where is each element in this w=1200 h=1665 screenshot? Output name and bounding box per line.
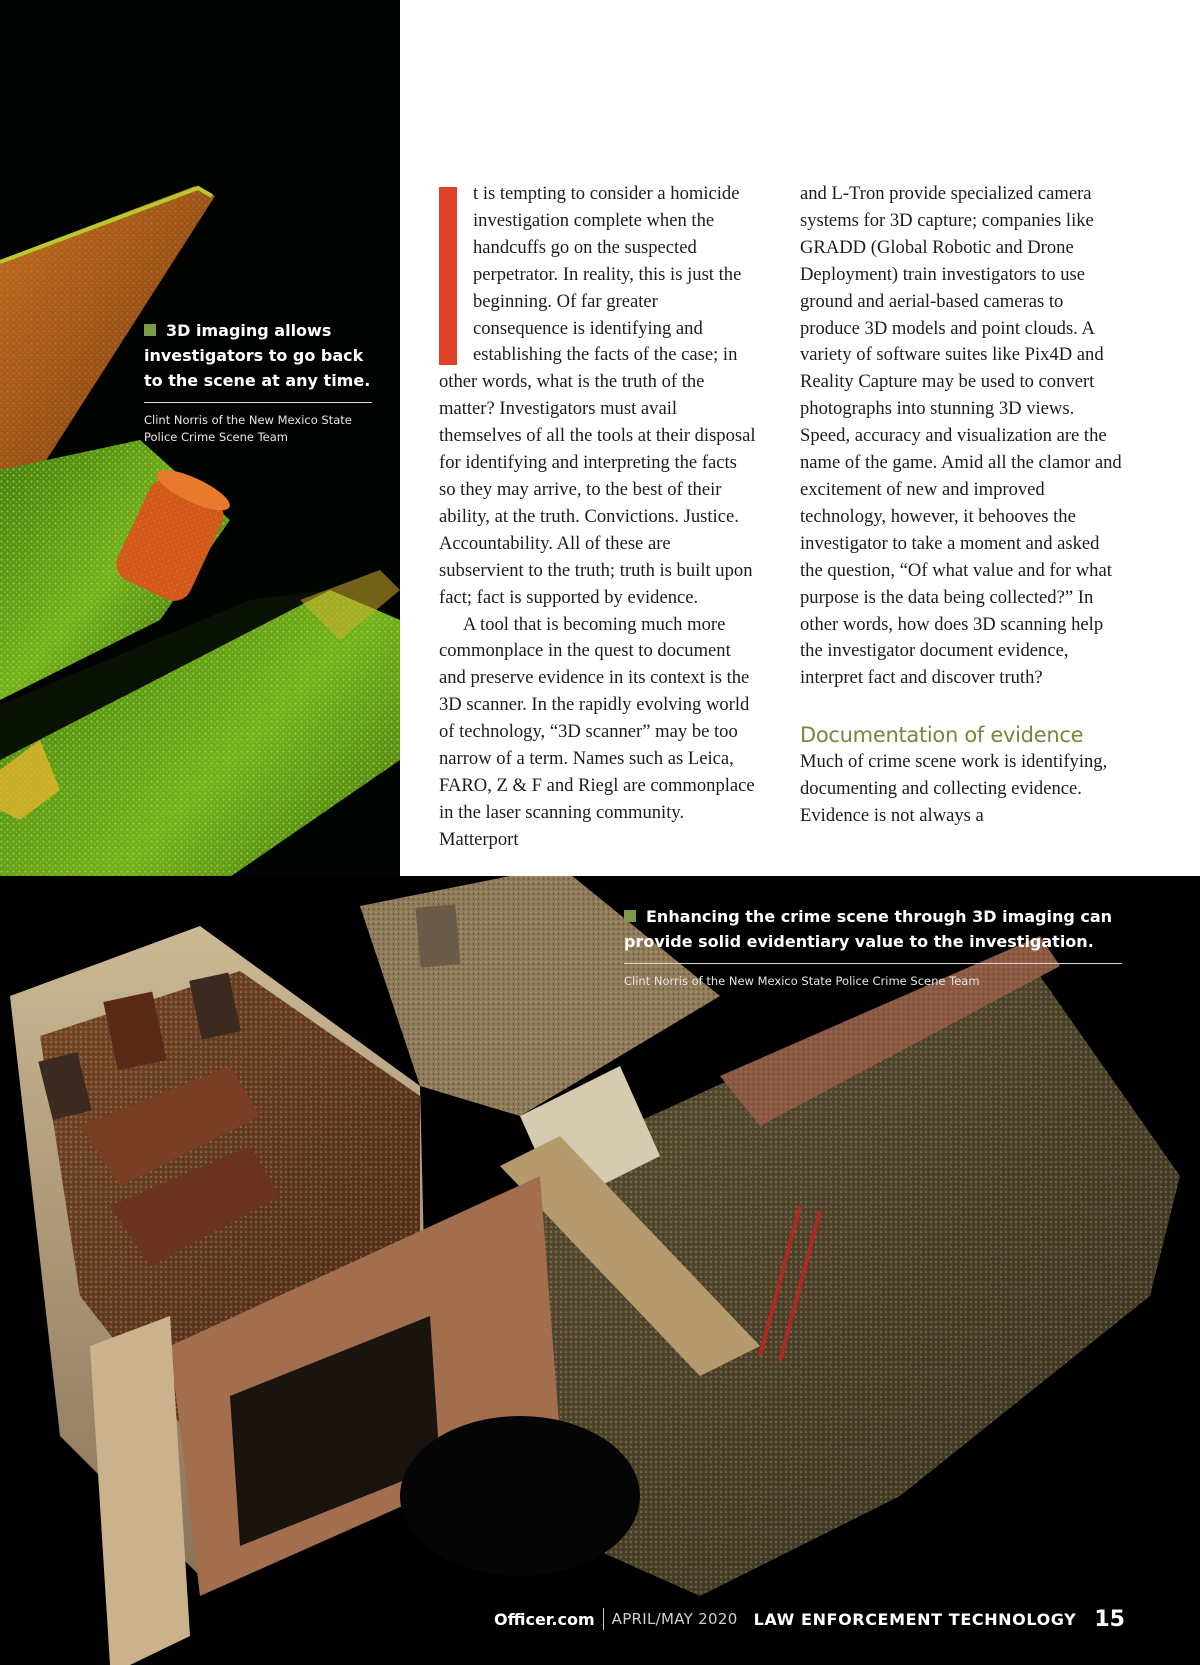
footer-site-link[interactable]: Officer.com (494, 1609, 595, 1629)
footer-magazine-name: LAW ENFORCEMENT TECHNOLOGY (753, 1609, 1077, 1629)
photo-credit: Clint Norris of the New Mexico State Police Crime Scene Team (624, 974, 980, 988)
caption-rule (144, 402, 372, 403)
caption-title: Enhancing the crime scene through 3D imaging can provide solid evidentiary value to the investigation. (624, 907, 1113, 951)
article-paragraph: A tool that is becoming much more commonplace in the quest to document and preserve evidence in its context is the 3D scanner. In the rapidly evolving world of technology, “3D scanner” may be too narrow of a term. Names such as Leica, FARO, Z & F and Riegl are commonplace in the laser scanning community. Matterport (439, 613, 755, 850)
article-column-left (439, 181, 757, 854)
photo-credit: Clint Norris of the New Mexico State Police Crime Scene Team (144, 413, 352, 444)
caption-title: 3D imaging allows investigators to go back to the scene at any time. (144, 321, 371, 390)
photo-caption-top (144, 318, 372, 446)
point-cloud-image-top (0, 0, 400, 1000)
page-footer (494, 1604, 1125, 1634)
article-paragraph: t is tempting to consider a homicide investigation complete when the handcuffs go on the suspected perpetrator. In reality, this is just the beginning. Of far greater consequence is identifying and establishing the facts of the case; in other words, what is the truth of the matter? Investigators must avail themselves of all the tools at their disposal for identifying and interpreting the facts so they may arrive, to the best of their ability, at the truth. Convictions. Justice. Accountability. All of these are subservient to the truth; truth is built upon fact; fact is supported by evidence. (439, 183, 756, 608)
caption-rule (624, 963, 1122, 964)
photo-caption-bottom (624, 904, 1122, 990)
section-subhead: Documentation of evidence (800, 723, 1084, 748)
footer-issue-date: APRIL/MAY 2020 (611, 1610, 738, 1628)
article-paragraph: Much of crime scene work is identifying, documenting and collecting evidence. Evidence is not always a (800, 751, 1108, 827)
footer-divider (603, 1608, 604, 1630)
page-number: 15 (1094, 1606, 1125, 1632)
article-paragraph: and L-Tron provide specialized camera systems for 3D capture; companies like GRADD (Global Robotic and Drone Deployment) train investigators to use ground and aerial-based cameras to produce 3D models and point clouds. A variety of software suites like Pix4D and Reality Capture may be used to convert photographs into stunning 3D views. Speed, accuracy and visualization are the name of the game. Amid all the clamor and excitement of new and improved technology, however, it behooves the investigator to take a moment and asked the question, “Of what value and for what purpose is the data being collected?” In other words, how does 3D scanning help the investigator document evidence, interpret fact and discover truth? (800, 183, 1122, 689)
drop-cap-bar (439, 187, 457, 365)
caption-bullet (144, 324, 156, 336)
caption-bullet (624, 910, 636, 922)
point-cloud-image-house (0, 876, 1200, 1665)
article-text-panel (400, 0, 1200, 876)
article-column-right (800, 181, 1124, 830)
